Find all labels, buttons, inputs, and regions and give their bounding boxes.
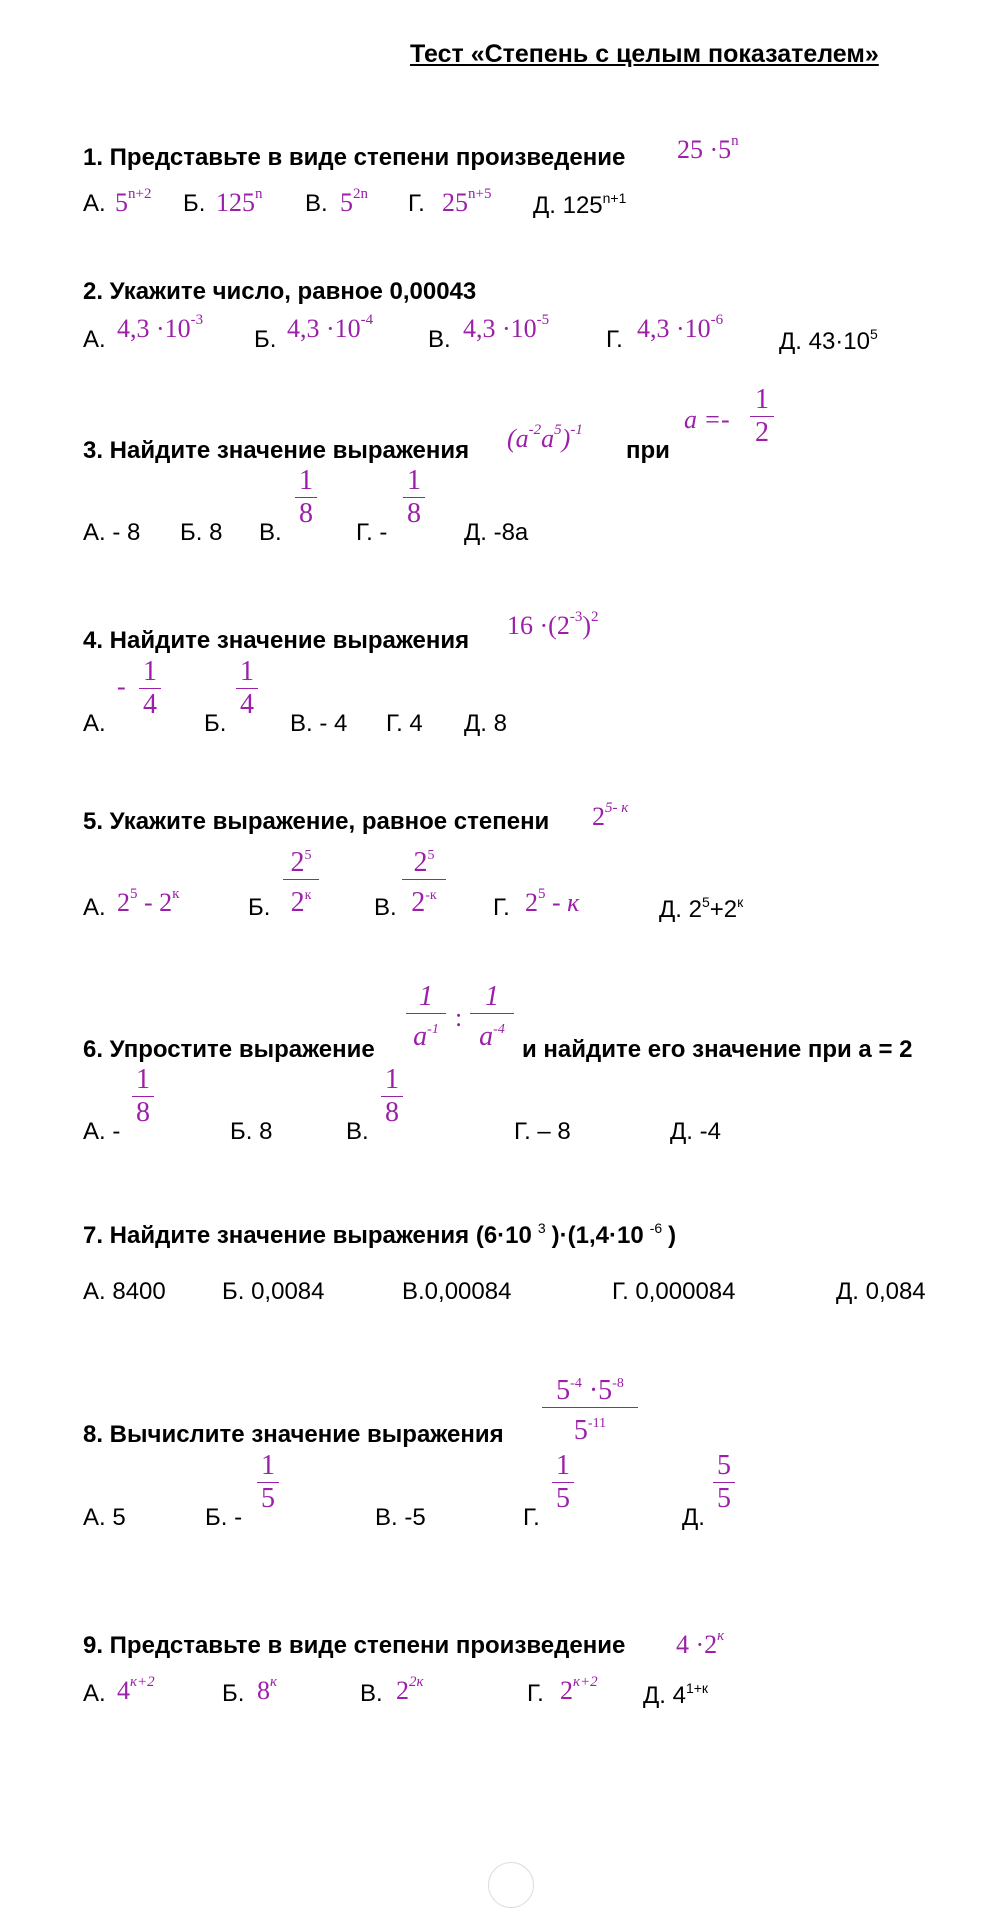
question-1-text: 1. Представьте в виде степени произведение bbox=[83, 144, 626, 171]
question-4-option-a[interactable]: А. bbox=[83, 710, 106, 737]
question-9-option-d-formula: $2^{к+2}$ bbox=[560, 1674, 598, 1705]
question-5-option-d[interactable]: Г. bbox=[493, 894, 510, 921]
question-5-option-e[interactable]: Д. $2^5+2^к$ bbox=[659, 894, 744, 923]
question-3-option-c-fraction: 1 8 bbox=[295, 465, 317, 530]
question-1-formula: $25 \cdot 5^n$ bbox=[677, 133, 739, 164]
question-5-formula: $2^{5- к}$ bbox=[592, 800, 629, 831]
question-9-option-b[interactable]: Б. bbox=[222, 1680, 245, 1707]
question-3-a-fraction: 1 2 bbox=[750, 384, 774, 449]
question-2-option-c[interactable]: В. bbox=[428, 326, 451, 353]
question-7-option-d[interactable]: Г. 0,000084 bbox=[612, 1278, 736, 1305]
question-9-option-c-formula: $2^{2к}$ bbox=[396, 1674, 424, 1705]
page-corner-circle bbox=[488, 1862, 534, 1908]
question-1-option-b-formula: 125$^n$ bbox=[216, 186, 263, 217]
question-9-option-d[interactable]: Г. bbox=[527, 1680, 544, 1707]
question-8-option-e[interactable]: Д. bbox=[682, 1504, 705, 1531]
question-4-option-b[interactable]: Б. bbox=[204, 710, 227, 737]
question-6-option-c-fraction: 1 8 bbox=[381, 1064, 403, 1129]
question-3-option-e[interactable]: Д. -8а bbox=[464, 519, 529, 546]
question-6-option-c[interactable]: В. bbox=[346, 1118, 369, 1145]
question-3-option-c[interactable]: В. bbox=[259, 519, 282, 546]
question-7-text: 7. Найдите значение выражения (6·10 $^3$ )·(1,4·10 $^{-6}$ ) bbox=[83, 1220, 677, 1249]
question-2-option-d[interactable]: Г. bbox=[606, 326, 623, 353]
question-2-option-e[interactable]: Д. $43\cdot 10^5$ bbox=[779, 326, 878, 355]
question-6-text-2: и найдите его значение при а = 2 bbox=[522, 1036, 913, 1063]
question-9-option-a-formula: $4^{к+2}$ bbox=[117, 1674, 155, 1705]
question-6-fraction-2: 1 $a^{-4}$ bbox=[470, 981, 514, 1053]
question-3-option-b[interactable]: Б. 8 bbox=[180, 519, 223, 546]
question-6-fraction-1: 1 $a^{-1}$ bbox=[406, 981, 446, 1053]
question-6-option-a-fraction: 1 8 bbox=[132, 1064, 154, 1129]
question-4-option-e[interactable]: Д. 8 bbox=[464, 710, 507, 737]
question-8-fraction: $5^{-4} \cdot 5^{-8}$ $5^{-11}$ bbox=[542, 1368, 638, 1447]
page-title: Тест «Степень с целым показателем» bbox=[410, 40, 879, 68]
question-8-option-d[interactable]: Г. bbox=[523, 1504, 540, 1531]
question-1-option-d[interactable]: Г. bbox=[408, 190, 425, 217]
question-7-option-c[interactable]: В.0,00084 bbox=[402, 1278, 512, 1305]
question-5-option-b-fraction: $2^5$ $2^к$ bbox=[283, 840, 319, 919]
question-4-option-c[interactable]: В. - 4 bbox=[290, 710, 348, 737]
question-8-text: 8. Вычислите значение выражения bbox=[83, 1421, 504, 1448]
question-6-option-a[interactable]: А. - bbox=[83, 1118, 121, 1145]
question-8-option-d-fraction: 1 5 bbox=[552, 1450, 574, 1515]
question-8-option-b[interactable]: Б. - bbox=[205, 1504, 243, 1531]
question-5-option-c[interactable]: В. bbox=[374, 894, 397, 921]
question-3-formula: $(a^{-2}a^5)^{-1}$ bbox=[507, 422, 583, 453]
question-8-option-c[interactable]: В. -5 bbox=[375, 1504, 426, 1531]
question-3-option-d-fraction: 1 8 bbox=[403, 465, 425, 530]
question-7-option-a[interactable]: А. 8400 bbox=[83, 1278, 166, 1305]
question-9-option-a[interactable]: А. bbox=[83, 1680, 106, 1707]
question-1-option-a[interactable]: А. bbox=[83, 190, 106, 217]
question-1-option-c-formula: $5^{2n}$ bbox=[340, 186, 368, 217]
question-1-option-d-formula: $25^{n+5}$ bbox=[442, 186, 492, 217]
question-8-option-a[interactable]: А. 5 bbox=[83, 1504, 126, 1531]
question-2-option-b-formula: $4,3 \cdot 10^{-4}$ bbox=[287, 312, 374, 343]
question-5-option-a-formula: $2^5 - 2^к$ bbox=[117, 886, 180, 917]
question-2-option-b[interactable]: Б. bbox=[254, 326, 277, 353]
question-2-option-a-formula: $4,3 \cdot 10^{-3}$ bbox=[117, 312, 204, 343]
question-5-option-a[interactable]: А. bbox=[83, 894, 106, 921]
question-8-option-e-fraction: 5 5 bbox=[713, 1450, 735, 1515]
question-2-option-d-formula: $4,3 \cdot 10^{-6}$ bbox=[637, 312, 724, 343]
question-9-option-e[interactable]: Д. $4^{1+к}$ bbox=[643, 1680, 709, 1709]
question-3-text: 3. Найдите значение выражения bbox=[83, 437, 470, 464]
question-4-option-d[interactable]: Г. 4 bbox=[386, 710, 423, 737]
question-4-formula: $16 \cdot(2^{-3})^2$ bbox=[507, 609, 599, 640]
question-6-option-e[interactable]: Д. -4 bbox=[670, 1118, 721, 1145]
question-4-option-a-fraction: 1 4 bbox=[139, 656, 161, 721]
question-9-option-c[interactable]: В. bbox=[360, 1680, 383, 1707]
question-1-option-c[interactable]: В. bbox=[305, 190, 328, 217]
question-3-option-d[interactable]: Г. - bbox=[356, 519, 388, 546]
question-5-text: 5. Укажите выражение, равное степени bbox=[83, 808, 550, 835]
question-3-at: при bbox=[626, 437, 670, 464]
question-5-option-d-formula: $2^5$ - к bbox=[525, 886, 580, 917]
question-6-colon: : bbox=[455, 1003, 463, 1032]
question-6-text: 6. Упростите выражение bbox=[83, 1036, 375, 1063]
question-2-text: 2. Укажите число, равное 0,00043 bbox=[83, 278, 477, 305]
question-1-option-b[interactable]: Б. bbox=[183, 190, 206, 217]
question-7-option-e[interactable]: Д. 0,084 bbox=[836, 1278, 926, 1305]
question-3-a-eq: a =- bbox=[684, 405, 730, 434]
question-5-option-c-fraction: $2^5$ $2^{-к}$ bbox=[402, 840, 446, 919]
question-7-option-b[interactable]: Б. 0,0084 bbox=[222, 1278, 325, 1305]
question-2-option-a[interactable]: А. bbox=[83, 326, 106, 353]
question-4-text: 4. Найдите значение выражения bbox=[83, 627, 470, 654]
question-8-option-b-fraction: 1 5 bbox=[257, 1450, 279, 1515]
question-1-option-a-formula: $5^{n+2}$ bbox=[115, 186, 152, 217]
question-9-text: 9. Представьте в виде степени произведение bbox=[83, 1632, 626, 1659]
question-6-option-d[interactable]: Г. – 8 bbox=[514, 1118, 571, 1145]
question-5-option-b[interactable]: Б. bbox=[248, 894, 271, 921]
question-4-option-b-fraction: 1 4 bbox=[236, 656, 258, 721]
question-9-formula: $4 \cdot 2^к$ bbox=[676, 1628, 725, 1659]
question-1-option-e[interactable]: Д. $125^{n+1}$ bbox=[533, 190, 627, 219]
question-6-option-b[interactable]: Б. 8 bbox=[230, 1118, 273, 1145]
question-2-option-c-formula: $4,3 \cdot 10^{-5}$ bbox=[463, 312, 550, 343]
question-3-option-a[interactable]: А. - 8 bbox=[83, 519, 141, 546]
question-4-option-a-minus: - bbox=[117, 672, 126, 701]
question-9-option-b-formula: $8^к$ bbox=[257, 1674, 278, 1705]
